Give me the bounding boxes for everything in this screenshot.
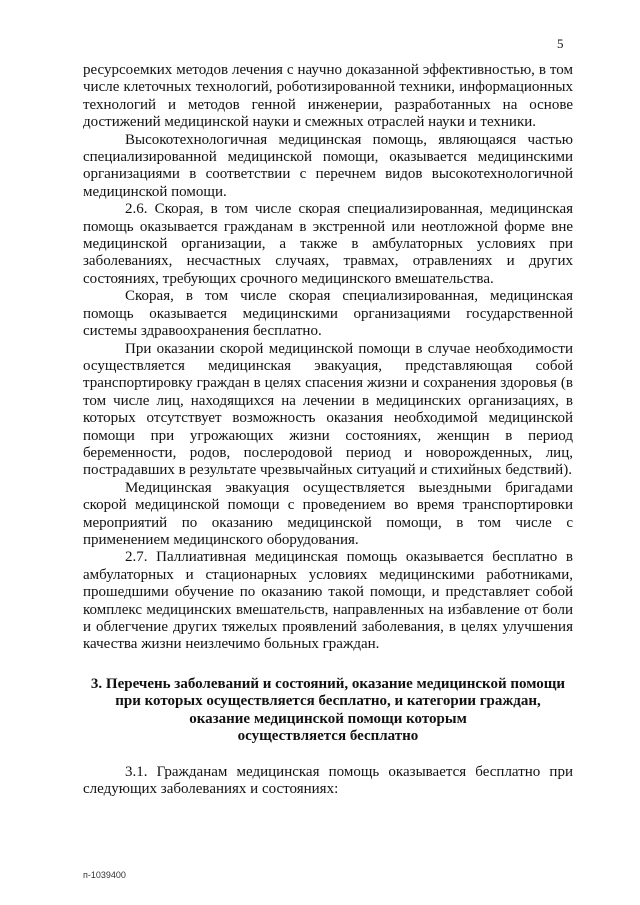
section-heading-line: 3. Перечень заболеваний и состояний, оказание медицинской помощи <box>90 675 566 692</box>
page-number: 5 <box>557 36 564 51</box>
section-heading <box>83 676 573 746</box>
paragraph: Медицинская эвакуация осуществляется выездными бригадами скорой медицинской помощи с проведением во время транспортировки мероприятий по оказанию медицинской помощи, в том числе с применением медицинского оборудования. <box>83 479 573 548</box>
paragraph: При оказании скорой медицинской помощи в случае необходимости осуществляется медицинская эвакуация, представляющая собой транспортировку граждан в целях спасения жизни и сохранения здоровья (в том числе лиц, находящихся на лечении в медицинских организациях, в которых отсутствует возможность оказания необходимой медицинской помощи при угрожающих жизни состояниях, женщин в период беременности, родов, послеродовой период и новорожденных, лиц, пострадавших в результате чрезвычайных ситуаций и стихийных бедствий). <box>83 340 573 479</box>
paragraph: 2.7. Паллиативная медицинская помощь оказывается бесплатно в амбулаторных и стационарных условиях медицинскими работниками, прошедшими обучение по оказанию такой помощи, и представляет собой комплекс медицинских вмешательств, направленных на избавление от боли и облегчение других тяжелых проявлений заболевания, в целях улучшения качества жизни неизлечимо больных граждан. <box>83 549 573 653</box>
section-heading-line: оказание медицинской помощи которым <box>189 710 467 727</box>
section-heading-line: при которых осуществляется бесплатно, и категории граждан, <box>115 693 541 710</box>
section-heading-line: осуществляется бесплатно <box>237 728 419 745</box>
paragraph: Скорая, в том числе скорая специализированная, медицинская помощь оказывается медицинскими организациями государственной системы здравоохранения бесплатно. <box>83 288 573 340</box>
paragraph: Высокотехнологичная медицинская помощь, являющаяся частью специализированной медицинской помощи, оказывается медицинскими организациями в соответствии с перечнем видов высокотехнологичной медицинской помощи. <box>83 131 573 200</box>
paragraph: 2.6. Скорая, в том числе скорая специализированная, медицинская помощь оказывается гражданам в экстренной или неотложной форме вне медицинской организации, а также в амбулаторных условиях при заболеваниях, несчастных случаях, травмах, отравлениях и других состояниях, требующих срочного медицинского вмешательства. <box>83 201 573 287</box>
paragraph: ресурсоемких методов лечения с научно доказанной эффективностью, в том числе клеточных технологий, роботизированной техники, информационных технологий и методов генной инженерии, разработанных на основе достижений медицинской науки и смежных отраслей науки и техники. <box>83 62 573 131</box>
document-body <box>83 62 573 799</box>
document-code: п-1039400 <box>83 870 126 880</box>
paragraph: 3.1. Гражданам медицинская помощь оказывается бесплатно при следующих заболеваниях и состояниях: <box>83 763 573 798</box>
